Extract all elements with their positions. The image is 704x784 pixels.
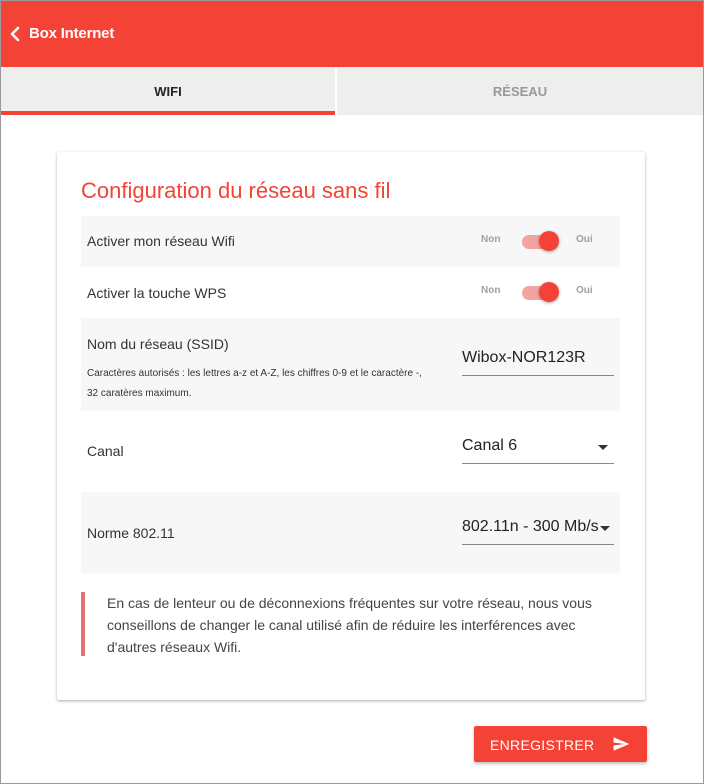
ssid-row xyxy=(81,318,620,411)
ssid-input[interactable]: Wibox-NOR123R xyxy=(462,349,614,376)
switch-on-label: Oui xyxy=(576,285,593,296)
wifi-toggle-label: Activer mon réseau Wifi xyxy=(87,233,235,249)
switch-off-label: Non xyxy=(481,285,501,296)
interference-note: En cas de lenteur ou de déconnexions fréquentes sur votre réseau, nous vous conseillons de changer le canal utilisé afin de réduire les interférences avec d'autres réseaux Wifi. xyxy=(81,592,627,656)
norme-row xyxy=(81,492,620,573)
save-button[interactable] xyxy=(474,726,647,762)
canal-row xyxy=(81,411,620,492)
switch-on-label: Oui xyxy=(576,234,593,245)
wps-switch[interactable] xyxy=(480,267,620,318)
switch-thumb[interactable] xyxy=(539,282,559,302)
canal-select[interactable] xyxy=(462,437,614,464)
send-icon xyxy=(611,735,631,753)
back-button[interactable] xyxy=(5,23,25,45)
save-button-label: ENREGISTRER xyxy=(490,737,595,753)
chevron-left-icon xyxy=(9,26,21,42)
wifi-toggle-row xyxy=(81,216,620,267)
wps-toggle-label: Activer la touche WPS xyxy=(87,285,227,301)
canal-select-value: Canal 6 xyxy=(462,437,518,454)
tab-bar xyxy=(1,67,703,115)
norme-select[interactable] xyxy=(462,518,614,545)
switch-off-label: Non xyxy=(481,234,501,245)
ssid-hint xyxy=(87,364,467,404)
tab-wifi[interactable]: WIFI xyxy=(154,83,182,99)
ssid-label: Nom du réseau (SSID) xyxy=(87,336,229,352)
canal-label: Canal xyxy=(87,443,124,459)
wps-toggle-row xyxy=(81,267,620,318)
card-title: Configuration du réseau sans fil xyxy=(81,178,391,203)
app-title: Box Internet xyxy=(29,25,115,42)
app-bar xyxy=(1,1,703,67)
tab-reseau[interactable]: RÉSEAU xyxy=(492,83,548,99)
ssid-hint-line-2: 32 caratères maximum. xyxy=(87,388,192,399)
dropdown-arrow-icon xyxy=(598,445,608,450)
wifi-switch[interactable] xyxy=(480,216,620,267)
wifi-config-card xyxy=(57,152,645,700)
active-tab-indicator xyxy=(1,111,335,115)
norme-select-value: 802.11n - 300 Mb/s xyxy=(462,518,599,535)
norme-label: Norme 802.11 xyxy=(87,525,175,541)
switch-thumb[interactable] xyxy=(539,231,559,251)
dropdown-arrow-icon xyxy=(600,526,610,531)
ssid-hint-line-1: Caractères autorisés : les lettres a-z et A-Z, les chiffres 0-9 et le caractère -, xyxy=(87,368,422,379)
